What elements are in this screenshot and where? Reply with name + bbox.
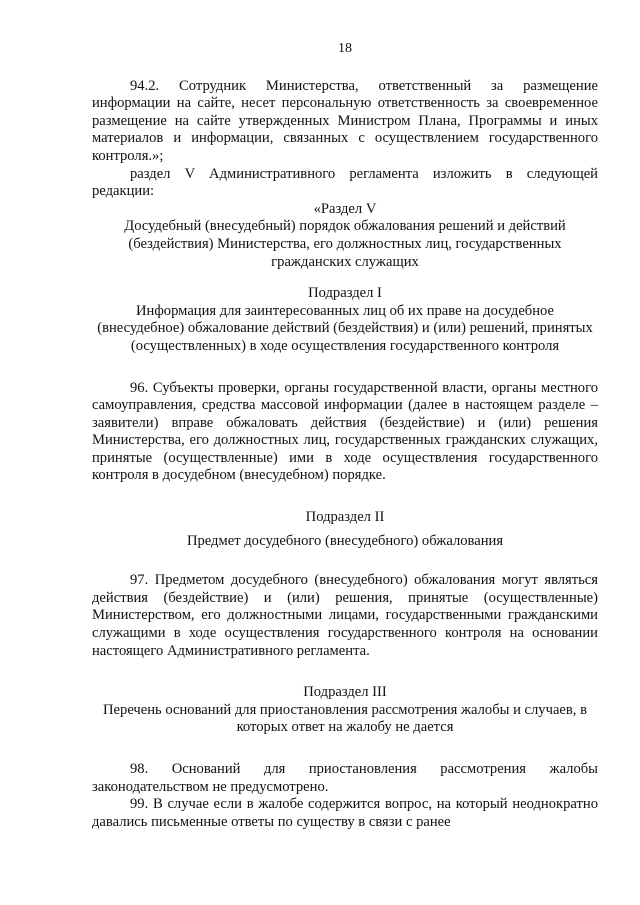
paragraph-razdel-v-edit: раздел V Административного регламента изложить в следующей редакции:	[92, 165, 598, 200]
subsection-1-title: Информация для заинтересованных лиц об их праве на досудебное (внесудебное) обжалование действий (бездействия) и (или) решений, принятых (осуществленных) в ходе осуществления государственного контроля	[97, 302, 593, 354]
paragraph-97: 97. Предметом досудебного (внесудебного) обжалования могут являться действия (бездействие) и (или) решения, принятые (осуществленные) Министерством, его должностными лицами, государственными гражданскими служащими в ходе осуществления государственного контроля на основании настоящего Административного регламента.	[92, 572, 598, 659]
section-v-title: Досудебный (внесудебный) порядок обжалования решений и действий (бездействия) Министерства, его должностных лиц, государственных гражданских служащих	[124, 218, 566, 270]
spacer	[92, 660, 598, 684]
subsection-3-heading: Подраздел III	[303, 684, 387, 701]
paragraph-96: 96. Субъекты проверки, органы государственной власти, органы местного самоуправления, средства массовой информации (далее в настоящем разделе – заявители) вправе обжаловать действия (бездействие) и (или) решения Министерства, его должностных лиц, государственных гражданских служащих, принятые (осуществленные) ими в ходе осуществления государственного контроля в досудебном (внесудебном) порядке.	[92, 379, 598, 484]
spacer	[92, 356, 598, 380]
spacer	[92, 550, 598, 572]
subsection-1-heading: Подраздел I	[308, 285, 382, 302]
paragraph-99: 99. В случае если в жалобе содержится вопрос, на который неоднократно давались письменные ответы по существу в связи с ранее	[92, 796, 598, 830]
subsection-2-title: Предмет досудебного (внесудебного) обжалования	[186, 532, 504, 549]
spacer	[92, 737, 598, 761]
section-v-heading: «Раздел V	[313, 200, 377, 217]
document-page	[92, 40, 598, 831]
subsection-2-heading: Подраздел II	[305, 509, 385, 526]
spacer	[92, 485, 598, 509]
paragraph-94-2: 94.2. Сотрудник Министерства, ответственный за размещение информации на сайте, несет персональную ответственность за своевременное размещение на сайте утвержденных Министром Плана, Программы и иных материалов и информации, связанных с осуществлением государственного контроля.»;	[92, 77, 598, 164]
subsection-3-title: Перечень оснований для приостановления рассмотрения жалобы и случаев, в которых ответ на жалобу не дается	[103, 701, 587, 736]
page-number: 18	[338, 41, 352, 56]
spacer	[92, 271, 598, 285]
paragraph-98: 98. Оснований для приостановления рассмотрения жалобы законодательством не предусмотрено.	[92, 761, 598, 795]
